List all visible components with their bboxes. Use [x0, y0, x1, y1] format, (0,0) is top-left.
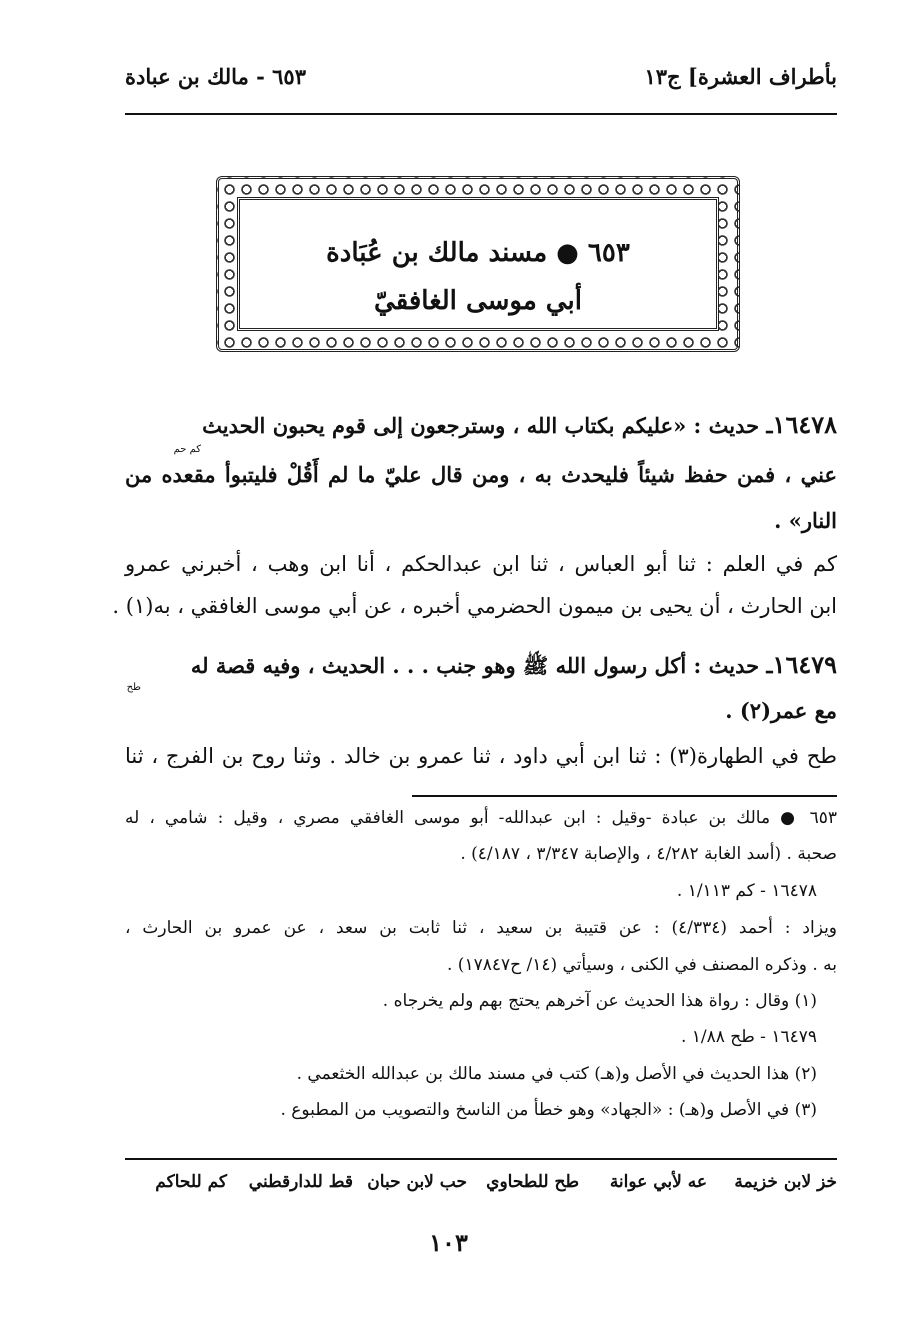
- footnote-line: صحبة . (أسد الغابة ٤/٢٨٢ ، والإصابة ٣/٣٤٧ ، ٤/١٨٧) .: [460, 844, 837, 864]
- sigla-rule: [125, 1158, 837, 1160]
- isnad-line2: ابن الحارث ، أن يحيى بن ميمون الحضرمي أخبره ، عن أبي موسى الغافقي ، به(١) .: [112, 594, 837, 618]
- hadith-number: ١٦٤٧٩: [772, 650, 837, 679]
- ornamental-frame: [216, 176, 740, 352]
- hadith-16479-line2: مع عمر(٢) .: [725, 698, 837, 723]
- musnad-title: ٦٥٣ ● مسند مالك بن عُبَادة: [326, 238, 630, 268]
- source-code: كم حم: [173, 444, 201, 455]
- isnad-line1: كم في العلم : ثنا أبو العباس ، ثنا ابن عبدالحكم ، أنا ابن وهب ، أخبرني عمرو: [125, 552, 837, 576]
- hadith-16478-line1: [202, 410, 837, 439]
- footnote-line: ١٦٤٧٨ - كم ١/١١٣ .: [676, 881, 817, 901]
- sigla-item: حب لابن حبان: [367, 1172, 467, 1192]
- sigla-item: طح للطحاوي: [486, 1172, 579, 1192]
- footnote-line: ويزاد : أحمد (٤/٣٣٤) : عن قتيبة بن سعيد ، ثنا ثابت بن سعد ، عن عمرو بن الحارث ،: [125, 918, 838, 938]
- footnote-line: (١) وقال : رواة هذا الحديث عن آخرهم يحتج بهم ولم يخرجاه .: [382, 991, 817, 1011]
- footnote-line: (٢) هذا الحديث في الأصل و(هـ) كتب في مسند مالك بن عبدالله الخثعمي .: [296, 1064, 817, 1084]
- hadith-text: ـ حديث : أكل رسول الله ﷺ وهو جنب . . . الحديث ، وفيه قصة له: [190, 653, 773, 678]
- sigla-item: عه لأبي عوانة: [609, 1172, 707, 1192]
- sigla-legend: [125, 1172, 837, 1202]
- hadith-16478-line2: عني ، فمن حفظ شيئاً فليحدث به ، ومن قال عليّ ما لم أَقُلْ فليتبوأ مقعده من: [125, 462, 837, 487]
- header-rule: [125, 113, 837, 115]
- footnote-line: ٦٥٣ ● مالك بن عبادة -وقيل : ابن عبدالله- أبو موسى الغافقي مصري ، وقيل : شامي ، له: [125, 808, 837, 828]
- hadith-16479-line1: [191, 650, 837, 684]
- sigla-item: خز لابن خزيمة: [734, 1172, 837, 1192]
- header-volume: بأطراف العشرة] ج١٣: [644, 64, 837, 89]
- page-number: ١٠٣: [429, 1228, 468, 1257]
- header-musnad: ٦٥٣ - مالك بن عبادة: [125, 64, 306, 89]
- hadith-text: ـ حديث : «عليكم بكتاب الله ، وسترجعون إلى قوم يحبون الحديث: [202, 413, 773, 438]
- sigla-item: كم للحاكم: [155, 1172, 227, 1192]
- footnote-rule: [412, 795, 837, 797]
- hadith-number: ١٦٤٧٨: [772, 410, 837, 439]
- running-header: [125, 58, 837, 98]
- footnote-line: (٣) في الأصل و(هـ) : «الجهاد» وهو خطأ من الناسخ والتصويب من المطبوع .: [280, 1100, 817, 1120]
- hadith-16478-line3: النار» .: [774, 508, 837, 533]
- frame-inner-panel: [237, 197, 719, 331]
- isnad-line: طح في الطهارة(٣) : ثنا ابن أبي داود ، ثنا عمرو بن خالد . وثنا روح بن الفرج ، ثنا: [125, 744, 837, 768]
- source-code: طح: [126, 682, 141, 693]
- footnote-line: به . وذكره المصنف في الكنى ، وسيأتي (١٤/ ح١٧٨٤٧) .: [447, 955, 837, 975]
- sigla-item: قط للدارقطني: [248, 1172, 353, 1192]
- footnote-line: ١٦٤٧٩ - طح ١/٨٨ .: [680, 1027, 817, 1047]
- musnad-subtitle: أبي موسى الغافقيّ: [374, 286, 582, 316]
